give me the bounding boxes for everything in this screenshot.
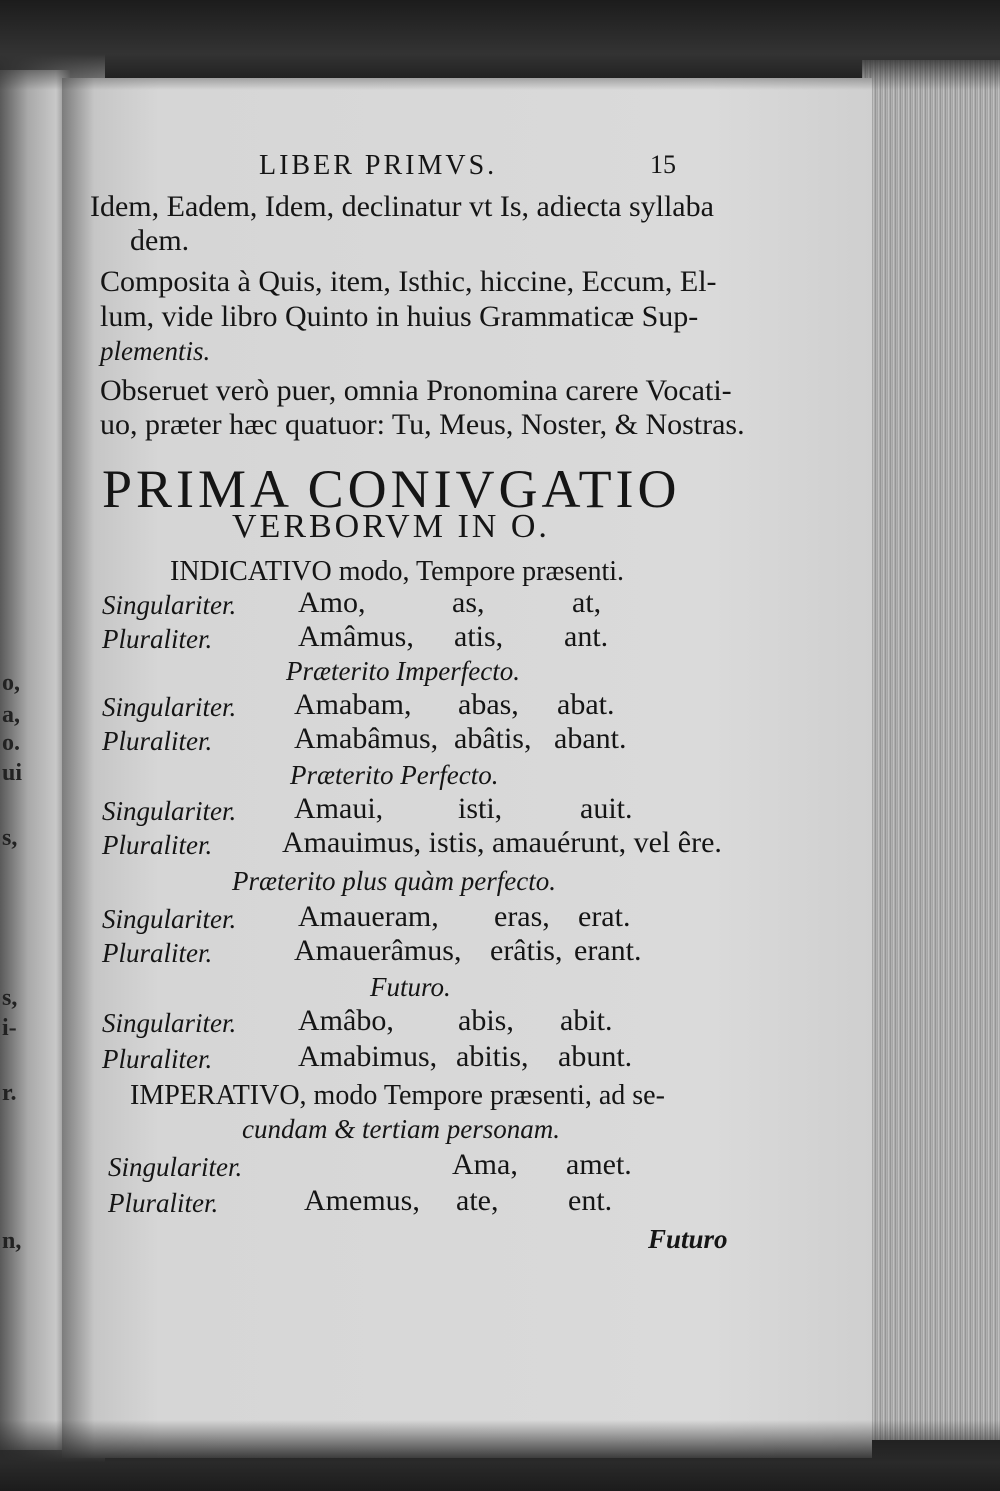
verb-form: Amemus, xyxy=(304,1184,420,1217)
section-subheading: VERBORVM IN O. xyxy=(232,508,550,545)
intro-line: uo, præter hæc quatuor: Tu, Meus, Noster, & Nostras. xyxy=(100,408,745,441)
margin-fragment: r. xyxy=(2,1080,17,1106)
imperative-heading-cont: cundam & tertiam personam. xyxy=(242,1114,560,1144)
verb-ending: abunt. xyxy=(558,1040,633,1073)
intro-line: lum, vide libro Quinto in huius Grammaticæ Sup- xyxy=(100,300,699,333)
verb-ending: abant. xyxy=(554,722,627,755)
number-label: Pluraliter. xyxy=(108,1188,219,1218)
number-label: Pluraliter. xyxy=(102,1044,213,1074)
intro-line: Idem, Eadem, Idem, declinatur vt Is, adiecta syllaba xyxy=(90,190,714,223)
verb-form: Amâmus, xyxy=(298,620,414,653)
tense-heading: Præterito Imperfecto. xyxy=(286,656,520,686)
intro-line: dem. xyxy=(130,224,190,257)
verb-ending: atis, xyxy=(454,620,504,653)
tense-heading: Futuro. xyxy=(370,972,451,1002)
number-label: Pluraliter. xyxy=(102,830,213,860)
verb-ending: abâtis, xyxy=(454,722,532,755)
intro-line: Composita à Quis, item, Isthic, hiccine, Eccum, El- xyxy=(100,265,717,298)
verb-ending: Ama, xyxy=(452,1148,518,1181)
intro-line: Obseruet verò puer, omnia Pronomina carere Vocati- xyxy=(100,374,732,407)
verb-form: Amauerâmus, xyxy=(294,934,462,967)
intro-line: plementis. xyxy=(100,336,211,366)
verb-ending: ent. xyxy=(568,1184,613,1217)
number-label: Pluraliter. xyxy=(102,624,213,654)
verb-ending: abit. xyxy=(560,1004,613,1037)
imperative-heading: IMPERATIVO, modo Tempore præsenti, ad se- xyxy=(130,1080,665,1111)
number-label: Singulariter. xyxy=(102,796,237,826)
margin-fragment: i- xyxy=(2,1015,17,1041)
verb-ending: amet. xyxy=(566,1148,632,1181)
number-label: Singulariter. xyxy=(108,1152,243,1182)
number-label: Singulariter. xyxy=(102,904,237,934)
margin-fragment: n, xyxy=(2,1228,22,1254)
verb-form: Amaui, xyxy=(294,792,384,825)
verb-ending: isti, xyxy=(458,792,503,825)
margin-fragment: o, xyxy=(2,670,20,696)
running-head-title: LIBER PRIMVS. xyxy=(259,150,498,181)
verb-ending: erat. xyxy=(578,900,631,933)
number-label: Pluraliter. xyxy=(102,938,213,968)
indicative-heading: INDICATIVO modo, Tempore præsenti. xyxy=(170,556,625,587)
verb-form: Amabimus, xyxy=(298,1040,438,1073)
tense-heading: Præterito Perfecto. xyxy=(290,760,499,790)
verb-ending: auit. xyxy=(580,792,633,825)
margin-fragment: s, xyxy=(2,825,18,851)
page-edges xyxy=(862,60,1000,1440)
verb-ending: eras, xyxy=(494,900,550,933)
margin-fragment: ui xyxy=(2,760,23,786)
verb-ending: ant. xyxy=(564,620,609,653)
top-shadow xyxy=(0,0,1000,90)
number-label: Singulariter. xyxy=(102,1008,237,1038)
number-label: Singulariter. xyxy=(102,590,237,620)
verb-form: Amauimus, istis, amauérunt, vel êre. xyxy=(282,826,722,859)
verb-ending: ate, xyxy=(456,1184,499,1217)
facing-page xyxy=(0,70,70,1450)
verb-form: Amaueram, xyxy=(298,900,439,933)
verb-ending: as, xyxy=(452,586,485,619)
verb-form: Amâbo, xyxy=(298,1004,394,1037)
verb-form: Amo, xyxy=(298,586,366,619)
verb-form: Amabâmus, xyxy=(294,722,439,755)
book-page xyxy=(62,78,872,1458)
margin-fragment: a, xyxy=(2,702,20,728)
catchword: Futuro xyxy=(648,1224,728,1254)
verb-form: Amabam, xyxy=(294,688,412,721)
verb-ending: erâtis, xyxy=(490,934,563,967)
verb-ending: abitis, xyxy=(456,1040,529,1073)
margin-fragment: s, xyxy=(2,985,18,1011)
section-heading: PRIMA CONIVGATIO xyxy=(102,459,681,519)
verb-ending: at, xyxy=(572,586,602,619)
page-number: 15 xyxy=(650,150,676,179)
verb-ending: abas, xyxy=(458,688,519,721)
verb-ending: abis, xyxy=(458,1004,514,1037)
bottom-shadow xyxy=(0,1420,1000,1491)
margin-fragment: o. xyxy=(2,730,20,756)
verb-ending: abat. xyxy=(557,688,615,721)
number-label: Singulariter. xyxy=(102,692,237,722)
tense-heading: Præterito plus quàm perfecto. xyxy=(232,866,556,896)
number-label: Pluraliter. xyxy=(102,726,213,756)
verb-ending: erant. xyxy=(574,934,642,967)
